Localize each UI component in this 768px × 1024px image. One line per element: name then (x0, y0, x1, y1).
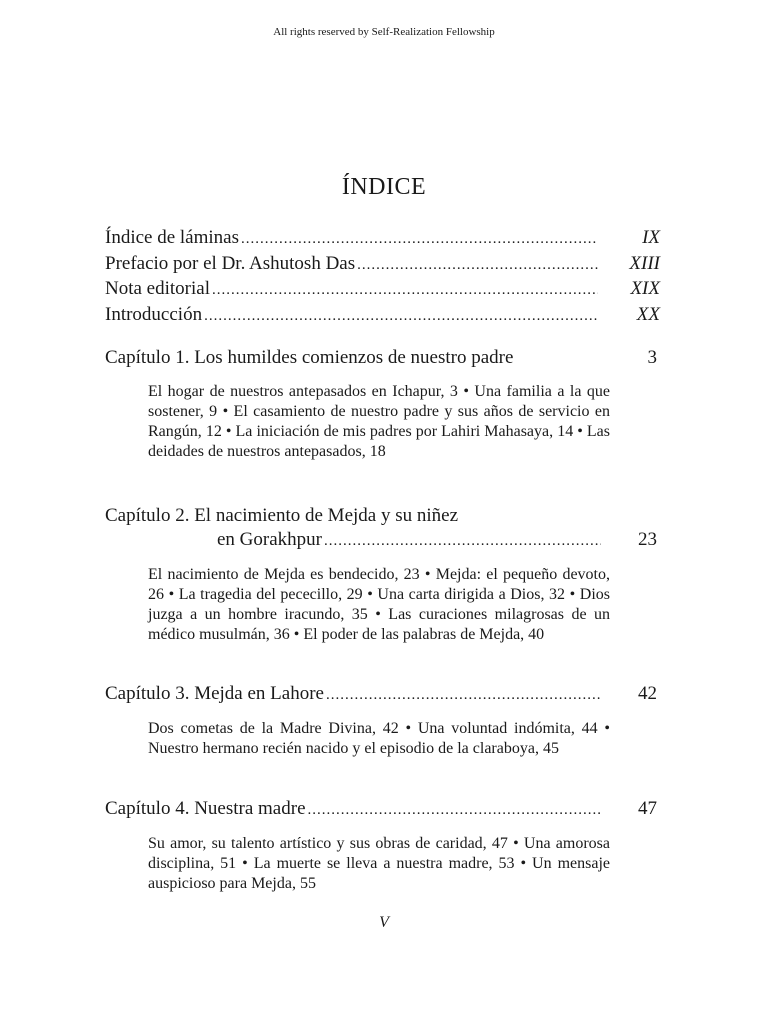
chapter-page: 23 (638, 529, 657, 550)
toc-entry-label: Prefacio por el Dr. Ashutosh Das (105, 252, 356, 274)
toc-entry-page: IX (642, 227, 660, 248)
toc-entry-indice-laminas[interactable] (105, 227, 660, 253)
chapter-summary: El hogar de nuestros antepasados en Ichapur, 3 • Una familia a la que sostener, 9 • El casamiento de nuestro padre y sus años de servicio en Rangún, 12 • La iniciación de mis padres por Lahiri Mahasaya, 14 • Las deidades de nuestros antepasados, 18 (148, 383, 610, 460)
toc-entry-page: XX (636, 303, 660, 325)
dot-leader (212, 282, 598, 299)
chapter-title: Capítulo 1. Los humildes comienzos de nuestro padre (105, 347, 514, 368)
toc-entry-nota-editorial[interactable] (105, 278, 660, 304)
chapter-heading[interactable] (105, 504, 657, 528)
chapter-page: 3 (647, 347, 657, 368)
chapter-2 (105, 504, 657, 645)
chapter-summary: Su amor, su talento artístico y sus obras de caridad, 47 • Una amorosa disciplina, 51 • La muerte se lleva a nuestra madre, 53 • Un mensaje auspicioso para Mejda, 55 (148, 835, 610, 892)
chapter-1 (105, 346, 657, 462)
toc-entry-page: XIX (630, 278, 660, 299)
toc-entry-page: XIII (629, 252, 660, 274)
chapter-heading[interactable] (105, 682, 657, 707)
toc-entry-introduccion[interactable] (105, 304, 660, 330)
chapter-page: 42 (638, 683, 657, 704)
chapter-title: Capítulo 4. Nuestra madre (105, 798, 306, 819)
chapter-3 (105, 682, 657, 759)
chapter-heading[interactable] (105, 797, 657, 822)
copyright-notice: All rights reserved by Self-Realization Fellowship (273, 26, 495, 38)
dot-leader (324, 529, 601, 553)
page-title: ÍNDICE (341, 174, 427, 200)
chapter-summary: Dos cometas de la Madre Divina, 42 • Una voluntad indómita, 44 • Nuestro hermano recién nacido y el episodio de la claraboya, 45 (148, 720, 610, 757)
dot-leader (308, 798, 601, 822)
chapter-4 (105, 797, 657, 894)
chapter-title: Capítulo 3. Mejda en Lahore (105, 683, 324, 704)
toc-entry-label: Índice de láminas (105, 227, 240, 248)
page-number: V (379, 914, 389, 931)
chapter-heading[interactable] (105, 346, 657, 370)
toc-entry-label: Introducción (105, 303, 203, 325)
chapter-heading-continued[interactable] (105, 528, 657, 553)
chapter-page: 47 (638, 798, 657, 819)
dot-leader (326, 683, 601, 707)
chapter-title: Capítulo 2. El nacimiento de Mejda y su niñez (105, 505, 459, 526)
chapter-summary: El nacimiento de Mejda es bendecido, 23 • Mejda: el pequeño devoto, 26 • La tragedia del pececillo, 29 • Una carta dirigida a Dios, 32 • Dios juzga a un hombre iracundo, 35 • Las curaciones milagrosas de un médico musulmán, 36 • El poder de las palabras de Mejda, 40 (148, 566, 610, 643)
dot-leader (241, 231, 598, 248)
dot-leader (357, 257, 598, 274)
toc-entry-label: Nota editorial (105, 278, 210, 299)
chapter-title-line2: en Gorakhpur (217, 529, 322, 550)
toc-entry-prefacio[interactable] (105, 253, 660, 279)
dot-leader (204, 308, 598, 325)
front-matter-list (105, 227, 660, 329)
